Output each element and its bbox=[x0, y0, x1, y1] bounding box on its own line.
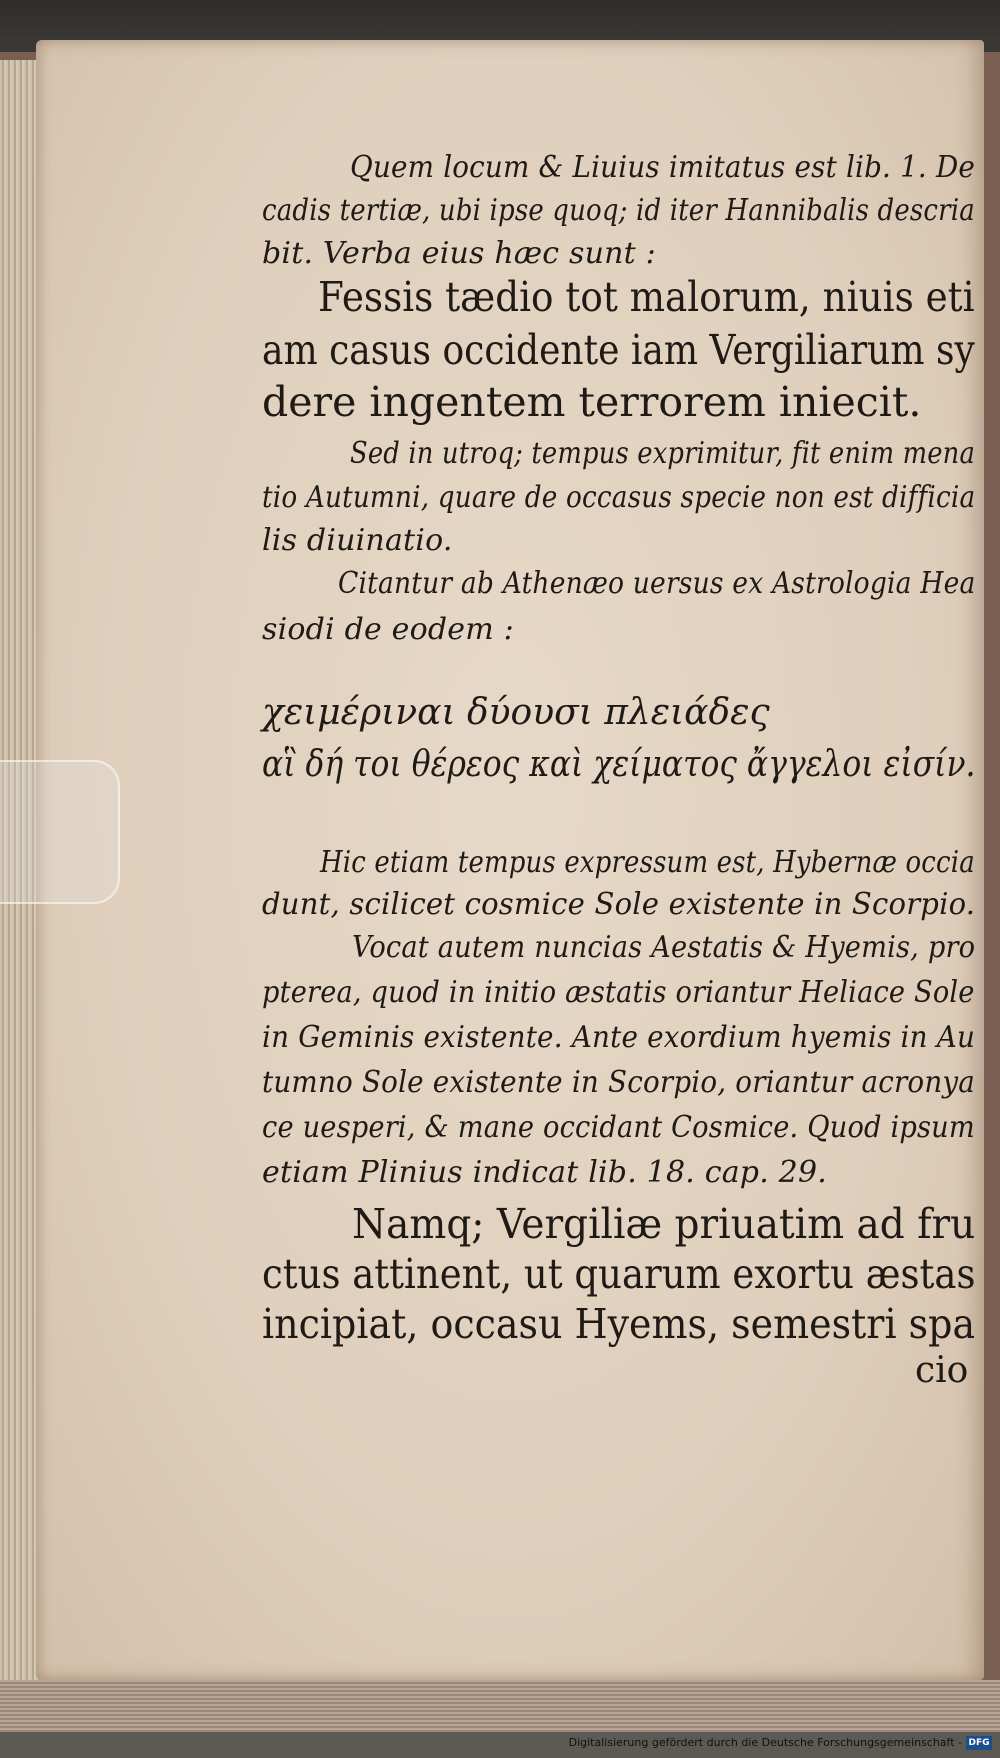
greek-verse-line: αἳ δή τοι θέρεος καὶ χείματος ἄγγελοι εἰσίν. bbox=[262, 744, 976, 785]
text-line: Sed in utroq; tempus exprimitur, fit enim mena bbox=[350, 436, 976, 471]
text-line: ce uesperi, & mane occidant Cosmice. Quod ipsum bbox=[262, 1110, 975, 1145]
text-line: Namq; Vergiliæ priuatim ad fru bbox=[352, 1200, 976, 1248]
text-line: pterea, quod in initio æstatis oriantur Heliace Sole bbox=[262, 975, 975, 1010]
text-line: etiam Plinius indicat lib. 18. cap. 29. bbox=[262, 1155, 827, 1190]
text-line: tio Autumni, quare de occasus specie non est difficia bbox=[262, 480, 976, 515]
text-line: in Geminis existente. Ante exordium hyemis in Au bbox=[262, 1020, 976, 1055]
page-edges-bottom bbox=[0, 1680, 1000, 1732]
text-line: dunt, scilicet cosmice Sole existente in Scorpio. bbox=[262, 887, 976, 922]
text-line: Quem locum & Liuius imitatus est lib. 1. De bbox=[350, 150, 976, 185]
greek-verse-line: χειμέριναι δύουσι πλειάδες bbox=[262, 692, 770, 733]
text-line: Fessis tædio tot malorum, niuis eti bbox=[318, 273, 975, 321]
text-line: tumno Sole existente in Scorpio, oriantur acronya bbox=[262, 1065, 976, 1100]
text-line: bit. Verba eius hæc sunt : bbox=[262, 236, 656, 271]
book-clamp bbox=[0, 760, 120, 904]
text-line: cadis tertiæ, ubi ipse quoq; id iter Hannibalis descria bbox=[262, 193, 975, 228]
text-line: Citantur ab Athenæo uersus ex Astrologia Hea bbox=[338, 566, 976, 601]
digitization-credit: Digitalisierung gefördert durch die Deutsche Forschungsgemeinschaft - bbox=[568, 1736, 962, 1749]
text-line: dere ingentem terrorem iniecit. bbox=[262, 378, 922, 426]
catchword: cio bbox=[915, 1350, 969, 1391]
text-line: lis diuinatio. bbox=[262, 523, 453, 558]
text-line: Hic etiam tempus expressum est, Hybernæ occia bbox=[320, 845, 975, 880]
dfg-logo: DFG bbox=[966, 1736, 992, 1750]
text-line: ctus attinent, ut quarum exortu æstas bbox=[262, 1250, 976, 1298]
text-line: Vocat autem nuncias Aestatis & Hyemis, pro bbox=[352, 930, 976, 965]
text-line: am casus occidente iam Vergiliarum sy bbox=[262, 326, 975, 374]
text-line: siodi de eodem : bbox=[262, 612, 514, 647]
text-line: incipiat, occasu Hyems, semestri spa bbox=[262, 1300, 976, 1348]
